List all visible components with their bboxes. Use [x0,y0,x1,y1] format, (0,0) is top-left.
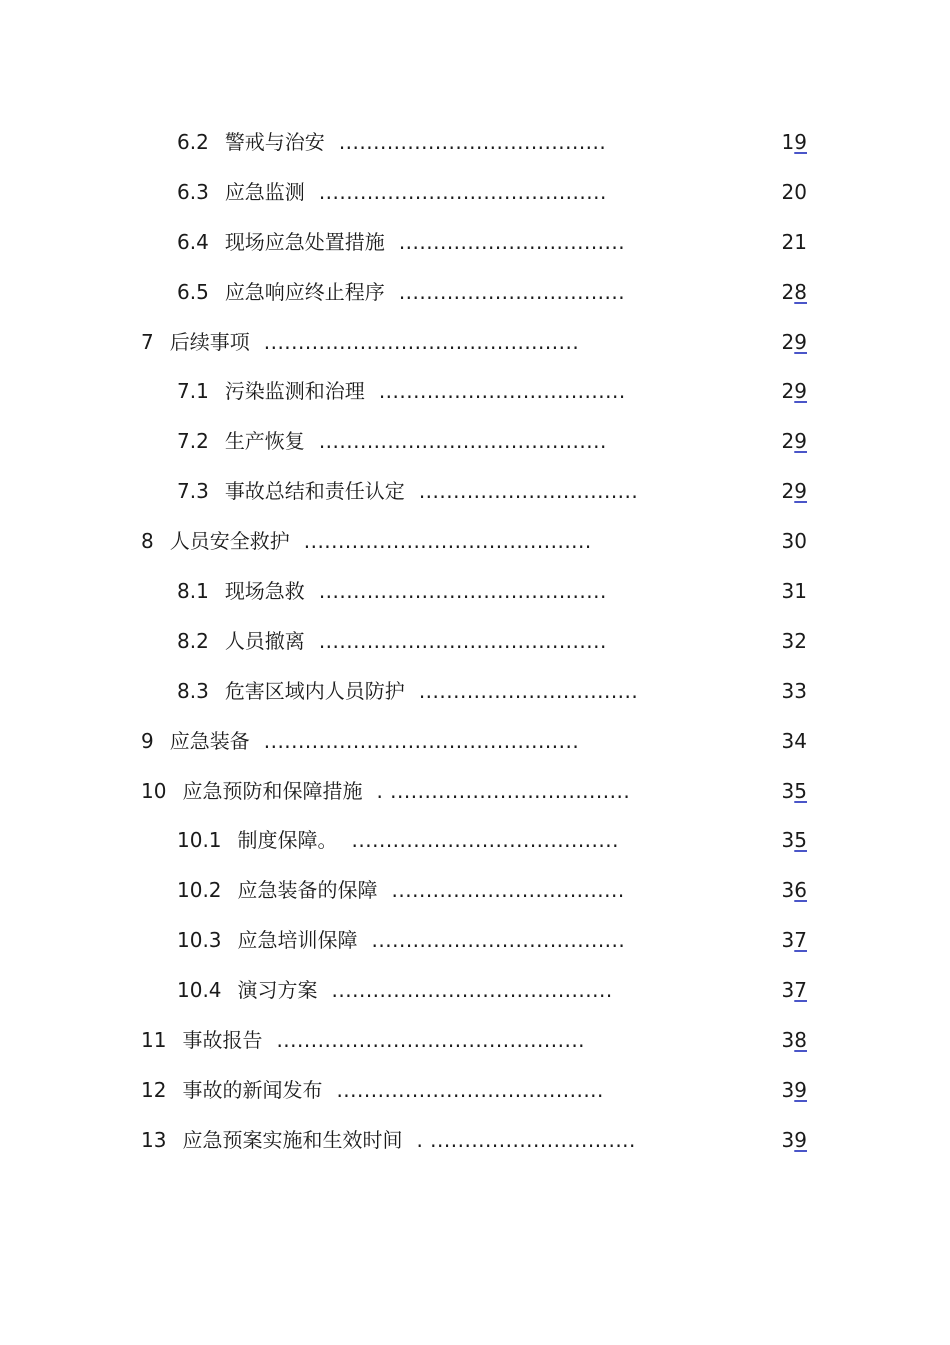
page-number-lead: 2 [781,329,795,354]
section-title: 警戒与治安 [224,130,325,154]
page-number-lead: 21 [781,229,807,254]
dot-leader: .......................................... [318,179,607,204]
page-number-linked-digit[interactable]: 8 [794,279,807,304]
page-number[interactable] [782,916,807,966]
dot-leader: ....................................... [351,828,619,853]
section-number: 10.4 [177,978,222,1003]
section-number: 8.3 [177,678,209,703]
page-number[interactable] [782,268,807,318]
section-number: 6.4 [177,229,209,254]
toc-entry[interactable] [0,916,950,966]
page-number[interactable] [782,417,807,467]
page-number-lead: 3 [781,1127,795,1152]
page-number[interactable] [782,767,807,817]
page-number[interactable] [782,218,807,268]
dot-leader: .......................................... [318,628,607,653]
section-number: 11 [141,1028,167,1053]
toc-entry-text [177,916,625,966]
section-title: 人员撤离 [224,628,305,653]
section-title: 后续事项 [169,329,250,354]
section-title: 制度保障。 [237,828,338,853]
page-number-lead: 2 [781,379,795,404]
toc-entry[interactable] [0,268,950,318]
page-number-lead: 1 [781,130,795,154]
toc-entry[interactable] [0,966,950,1016]
page-number[interactable] [782,467,807,517]
section-number: 8.1 [177,579,209,604]
section-title: 事故总结和责任认定 [224,479,405,504]
page-number[interactable] [782,118,807,168]
table-of-contents [0,118,950,1166]
section-number: 7 [141,329,154,354]
page-number-lead: 31 [781,579,807,604]
dot-leader: ................................ [418,678,639,703]
toc-entry[interactable] [0,218,950,268]
page-number-lead: 3 [781,1028,795,1053]
section-title: 应急装备的保障 [237,878,378,903]
toc-entry-text [141,517,592,567]
page-number-lead: 33 [781,678,807,703]
page-number-linked-digit[interactable]: 9 [794,1127,807,1152]
toc-entry[interactable] [0,467,950,517]
section-title: 应急预防和保障措施 [182,778,363,803]
section-number: 6.2 [177,130,209,154]
dot-leader: .............................................. [263,329,580,354]
page-number-lead: 3 [781,1077,795,1102]
toc-entry-text [177,667,638,717]
page-number[interactable] [782,816,807,866]
section-number: 7.1 [177,379,209,404]
page-number[interactable] [782,1116,807,1166]
section-number: 7.3 [177,479,209,504]
page-number[interactable] [782,168,807,218]
section-title: 应急预案实施和生效时间 [182,1127,403,1152]
section-number: 6.5 [177,279,209,304]
dot-leader: .................................. [391,878,625,903]
dot-leader: . .............................. [416,1127,636,1152]
toc-entry[interactable] [0,417,950,467]
page-number-linked-digit[interactable]: 5 [794,828,807,853]
page-number[interactable] [782,667,807,717]
toc-entry[interactable] [0,717,950,767]
section-title: 应急培训保障 [237,928,358,953]
section-title: 现场应急处置措施 [224,229,385,254]
toc-entry[interactable] [0,1066,950,1116]
section-number: 8 [141,529,154,554]
page-number-linked-digit[interactable]: 9 [794,1077,807,1102]
toc-entry-text [177,118,606,168]
section-number: 12 [141,1077,167,1102]
toc-entry-text [141,1116,636,1166]
toc-entry-text [177,367,626,417]
section-number: 6.3 [177,179,209,204]
toc-entry-text [177,816,619,866]
toc-entry-text [177,567,607,617]
section-title: 事故的新闻发布 [182,1077,323,1102]
dot-leader: ..................................... [371,928,626,953]
dot-leader: . ................................... [376,778,631,803]
page-number-lead: 30 [781,529,807,554]
section-number: 7.2 [177,429,209,454]
page-number-lead: 2 [781,279,795,304]
page-number[interactable] [782,517,807,567]
toc-entry[interactable] [0,1016,950,1066]
toc-entry-text [177,168,607,218]
page-number[interactable] [782,617,807,667]
toc-entry[interactable] [0,168,950,218]
toc-entry[interactable] [0,517,950,567]
page-number-lead: 3 [781,778,795,803]
page-number-lead: 2 [781,429,795,454]
dot-leader: .......................................... [318,579,607,604]
section-number: 10.1 [177,828,222,853]
page-number-linked-digit[interactable]: 7 [794,928,807,953]
page-number[interactable] [782,318,807,368]
toc-entry[interactable] [0,318,950,368]
page-number-linked-digit[interactable]: 5 [794,778,807,803]
section-number: 10 [141,778,167,803]
page-number[interactable] [782,367,807,417]
toc-entry-text [177,218,625,268]
section-title: 人员安全救护 [169,529,290,554]
toc-entry-text [177,467,638,517]
section-number: 10.3 [177,928,222,953]
section-title: 应急装备 [169,728,250,753]
toc-entry-text [141,717,579,767]
toc-entry[interactable] [0,866,950,916]
toc-entry[interactable] [0,567,950,617]
toc-entry[interactable] [0,767,950,817]
toc-entry-text [177,268,625,318]
dot-leader: ....................................... [338,130,607,154]
page-number[interactable] [782,866,807,916]
toc-entry[interactable] [0,1116,950,1166]
section-title: 应急响应终止程序 [224,279,385,304]
section-title: 演习方案 [237,978,318,1003]
dot-leader: ................................ [418,479,639,504]
page-number-lead: 3 [781,978,795,1003]
page-number-linked-digit[interactable]: 6 [794,878,807,903]
toc-entry-text [177,417,607,467]
page-number-lead: 20 [781,179,807,204]
page-number-lead: 3 [781,878,795,903]
dot-leader: ................................. [398,279,626,304]
toc-entry-text [177,866,625,916]
dot-leader: .............................................. [263,728,580,753]
page-number-lead: 3 [781,828,795,853]
toc-entry-text [141,1016,585,1066]
page-number-lead: 32 [781,628,807,653]
toc-entry-text [141,1066,604,1116]
page-number-lead: 34 [781,728,807,753]
dot-leader: .......................................... [318,429,607,454]
dot-leader: ............................................. [276,1028,586,1053]
section-title: 危害区域内人员防护 [224,678,405,703]
dot-leader: ................................. [398,229,626,254]
section-title: 现场急救 [224,579,305,604]
page-number-linked-digit[interactable]: 9 [794,429,807,454]
dot-leader: .................................... [378,379,626,404]
section-number: 10.2 [177,878,222,903]
page-number-linked-digit[interactable]: 7 [794,978,807,1003]
page-number[interactable] [782,567,807,617]
page-number[interactable] [782,966,807,1016]
page-number-lead: 2 [781,479,795,504]
toc-entry-text [177,617,607,667]
page-number-linked-digit[interactable]: 9 [794,479,807,504]
toc-entry-text [177,966,613,1016]
page-number[interactable] [782,1066,807,1116]
toc-entry[interactable] [0,118,950,168]
page-number-linked-digit[interactable]: 9 [794,329,807,354]
section-number: 8.2 [177,628,209,653]
section-title: 事故报告 [182,1028,263,1053]
page-number-linked-digit[interactable]: 9 [794,130,807,154]
page-number-linked-digit[interactable]: 9 [794,379,807,404]
toc-entry[interactable] [0,367,950,417]
page-number[interactable] [782,1016,807,1066]
dot-leader: ......................................... [331,978,613,1003]
page-number[interactable] [782,717,807,767]
section-title: 生产恢复 [224,429,305,454]
section-number: 9 [141,728,154,753]
toc-entry[interactable] [0,667,950,717]
page-number-linked-digit[interactable]: 8 [794,1028,807,1053]
toc-entry[interactable] [0,816,950,866]
dot-leader: .......................................... [303,529,592,554]
section-title: 应急监测 [224,179,305,204]
toc-entry-text [141,767,630,817]
dot-leader: ....................................... [336,1077,604,1102]
section-title: 污染监测和治理 [224,379,365,404]
section-number: 13 [141,1127,167,1152]
toc-entry-text [141,318,579,368]
toc-entry[interactable] [0,617,950,667]
page-number-lead: 3 [781,928,795,953]
